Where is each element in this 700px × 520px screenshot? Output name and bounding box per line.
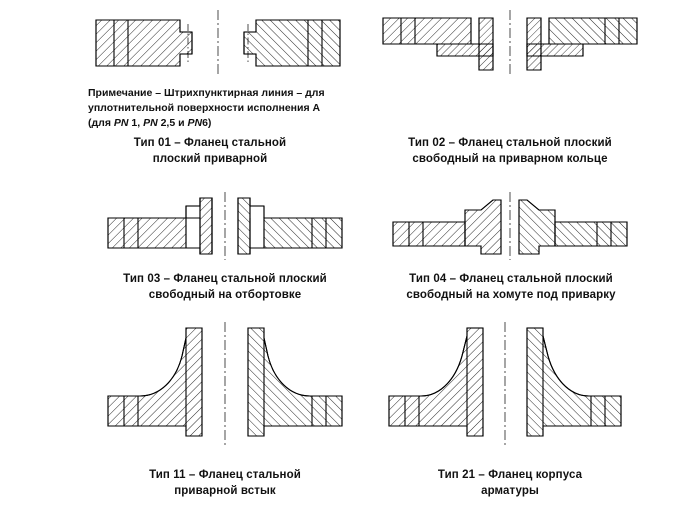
note-line-1: Примечание – Штрихпунктирная линия – для <box>88 87 325 99</box>
caption-line: Тип 02 – Фланец стальной плоский <box>408 137 612 149</box>
caption-line: Тип 21 – Фланец корпуса <box>437 469 583 481</box>
caption-type-01 <box>100 136 320 167</box>
caption-type-02 <box>385 136 635 167</box>
caption-type-03 <box>100 272 350 303</box>
figure-type-02 <box>375 8 645 78</box>
note-text <box>88 86 358 132</box>
type-02-drawing <box>375 8 645 78</box>
note-line-2: уплотнительной поверхности исполнения А <box>88 102 321 115</box>
figure-type-21 <box>375 322 635 452</box>
caption-line: Тип 01 – Фланец стальной <box>133 137 287 149</box>
caption-line: свободный на приварном кольце <box>412 152 608 165</box>
figure-type-04 <box>385 192 635 262</box>
figure-type-11 <box>100 322 350 452</box>
type-04-drawing <box>385 192 635 262</box>
caption-type-21 <box>385 468 635 499</box>
type-03-drawing <box>100 192 350 262</box>
type-01-drawing <box>88 8 348 78</box>
type-21-drawing <box>375 322 635 452</box>
type-11-drawing <box>100 322 350 452</box>
caption-type-04 <box>378 272 644 303</box>
caption-type-11 <box>100 468 350 499</box>
figure-type-01 <box>88 8 348 78</box>
note-line-3: (для PN 1, PN 2,5 и PN6) <box>88 117 212 130</box>
caption-line: Тип 04 – Фланец стальной плоский <box>409 273 613 285</box>
caption-line: приварной встык <box>174 484 276 497</box>
caption-line: Тип 03 – Фланец стальной плоский <box>123 273 327 285</box>
figure-type-03 <box>100 192 350 262</box>
caption-line: Тип 11 – Фланец стальной <box>149 469 301 481</box>
caption-line: свободный на отбортовке <box>148 288 302 301</box>
caption-line: плоский приварной <box>152 152 268 165</box>
caption-line: арматуры <box>481 484 539 497</box>
caption-line: свободный на хомуте под приварку <box>406 288 616 301</box>
